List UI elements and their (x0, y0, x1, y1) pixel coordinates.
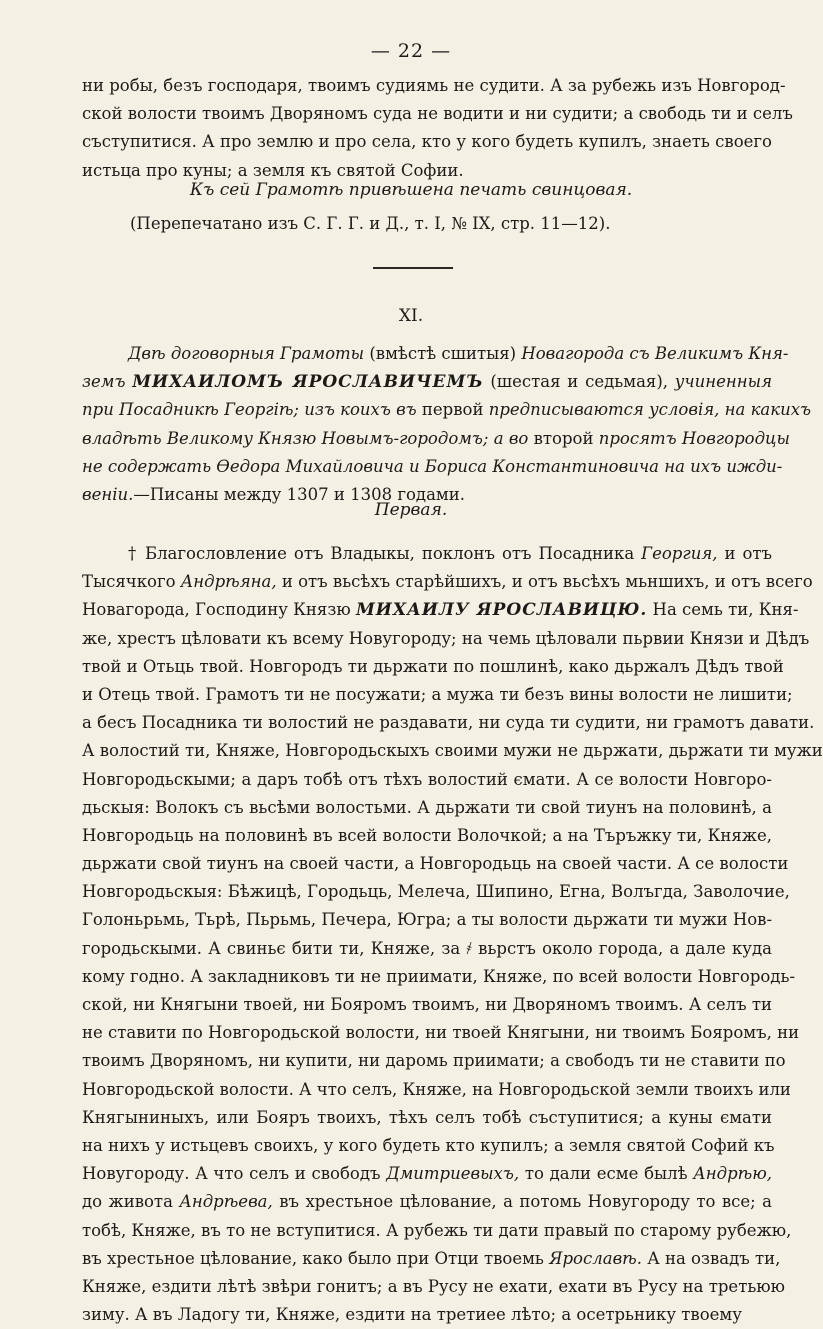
text-run: городьскыми. А свиньє бити ти, Княже, за ҂ вьрстъ около города, а дале куда (82, 938, 772, 958)
text-run: ской, ни Княгыни твоей, ни Бояромъ твоимъ, ни Дворяномъ твоимъ. А селъ ти (82, 995, 772, 1014)
text-line (82, 1245, 781, 1273)
text-line: ской волости твоимъ Дворяномъ суда не водити и ни судити; а свободь ти и селъ (82, 104, 793, 124)
paragraph-continuation (82, 72, 793, 185)
italic-run: не содержать Ѳедора Михайловича и Бориса Константиновича на ихъ ижди- (82, 456, 783, 476)
text-run: же, хрестъ цѣловати къ всему Новугороду; на чемь цѣловали пьрвии Князи и Дѣдъ (82, 628, 810, 648)
italic-run: при Посадникѣ Георгiѣ; изъ коихъ въ (82, 400, 422, 420)
text-run: † Благословление отъ Владыкы, поклонъ отъ Посадника (128, 544, 642, 563)
seal-note: Къ сей Грамотѣ привѣшена печать свинцовая. (189, 180, 633, 200)
text-run: дьржати свой тиунъ на своей части, а Новгородьць на своей части. А се волости (82, 854, 789, 874)
text-line (82, 625, 810, 653)
text-run: въ хрестьное цѣлование, а потомь Новугороду то все; а (272, 1192, 772, 1212)
text-run: тобѣ, Княже, въ то не вступитися. А рубежь ти дати правый по старому рубежю, (82, 1220, 792, 1240)
text-run: и отъ вьсѣхъ старѣйшихъ, и отъ вьсѣхъ мьншихъ, и отъ всего (276, 572, 813, 592)
italic-run: Андрѣева, (179, 1192, 273, 1212)
text-run: до живота (82, 1192, 180, 1212)
text-run: твоимъ Дворяномъ, ни купити, ни даромь приимати; а свободъ ти не ставити по (82, 1051, 786, 1071)
text-run: Княгыниныхъ, или Бояръ твоихъ, тѣхъ селъ тобѣ съступитися; а куны ємати (82, 1107, 772, 1127)
text-line (82, 878, 790, 906)
text-run: (шестая и седьмая), (483, 372, 675, 392)
text-line (82, 963, 796, 991)
text-run: На семь ти, Кня- (647, 600, 799, 620)
text-run: первой (421, 400, 489, 420)
text-run: на нихъ у истьцевъ своихъ, у кого будеть кто купилъ; а земля святой Софий къ (82, 1135, 775, 1155)
italic-run: Андрѣяна, (180, 572, 277, 592)
italic-run: венiи. (82, 484, 134, 504)
text-run: А на озвадъ ти, (641, 1248, 781, 1268)
text-run: дьскыя: Волокъ съ вьсѣми волостьми. А дьржати ти свой тиунъ на половинѣ, а (82, 797, 772, 817)
text-line (82, 425, 790, 453)
text-run: Новагорода, Господину Князю (82, 600, 356, 620)
text-line: истьца про куны; а земля къ святой Софии. (82, 160, 464, 180)
text-run: Новгородьць на половинѣ въ всей волости Волочкой; а на Търъжку ти, Княже, (82, 825, 772, 845)
reprint-note: (Перепечатано изъ С. Г. Г. и Д., т. I, № IX, стр. 11—12). (130, 214, 611, 233)
text-line (82, 991, 772, 1019)
text-run: то дали есме былѣ (519, 1164, 694, 1184)
italic-run: Новагорода съ Великимъ Кня- (521, 344, 789, 363)
page-number: — 22 — (370, 40, 452, 62)
text-run: Голоньрьмь, Тьрѣ, Пьрьмь, Печера, Югра; а ты волости дьржати ти мужи Нов- (82, 910, 773, 930)
text-run: А волостий ти, Княже, Новгородьскыхъ своими мужи не дьржати, дьржати ти мужи (82, 741, 823, 761)
text-line: ни робы, безъ господаря, твоимъ судиямь не судити. А за рубежь изъ Новгород- (82, 76, 786, 95)
text-run: Новгородьскыми; а даръ тобѣ отъ тѣхъ волостий ємати. А се волости Новгоро- (82, 769, 772, 789)
caps-run: МИХАИЛОМЪ ЯРОСЛАВИЧЕМЪ (132, 372, 484, 393)
italic-run: Андрѣю, (693, 1164, 772, 1184)
text-line (82, 653, 784, 681)
text-line (82, 540, 772, 568)
text-line (82, 1047, 786, 1075)
text-line: съступитися. А про землю и про села, кто у кого будеть купилъ, знаеть своего (82, 132, 772, 152)
text-run: (вмѣстѣ сшитыя) (364, 344, 522, 363)
italic-run: просятъ Новгородцы (598, 428, 790, 448)
text-run: Новгородьской волости. А что селъ, Княже, на Новгородьской земли твоихъ или (82, 1079, 791, 1099)
text-line (82, 396, 812, 424)
italic-run: учиненныя (674, 372, 772, 392)
subheading: Первая. (374, 500, 448, 520)
text-line (82, 906, 772, 934)
section-number: XI. (398, 306, 424, 326)
text-line (82, 935, 772, 963)
text-run: а бесъ Посадника ти волостий не раздавати, ни суда ти судити, ни грамотъ давати. (82, 713, 815, 733)
text-run: не ставити по Новгородьской волости, ни твоей Княгыни, ни твоимъ Бояромъ, ни (82, 1023, 800, 1043)
text-line (82, 709, 815, 737)
text-line (82, 1217, 792, 1245)
text-run: твой и Отьць твой. Новгородъ ти дьржати по пошлинѣ, како дьржалъ Дѣдъ твой (82, 656, 784, 676)
text-run: и Отець твой. Грамотъ ти не посужати; а мужа ти безъ вины волости не лишити; (82, 684, 793, 704)
text-line (82, 737, 823, 765)
italic-run: земъ (82, 372, 133, 392)
italic-run: Дмитриевыхъ, (386, 1164, 520, 1184)
text-line (82, 1188, 772, 1216)
text-run: —Писаны между 1307 и 1308 годами. (133, 484, 465, 504)
text-line (82, 850, 789, 878)
text-run: и отъ (717, 544, 773, 563)
italic-run: предписываются условiя, на какихъ (488, 400, 812, 420)
italic-run: владѣть Великому Князю Новымъ-городомъ; а во (82, 428, 534, 448)
text-line (82, 1076, 791, 1104)
text-line (82, 1019, 800, 1047)
text-line (82, 1273, 786, 1301)
text-run: Новгородьскыя: Бѣжицѣ, Городьць, Мелеча, Шипино, Егна, Волъгда, Заволочие, (82, 882, 790, 902)
italic-run: Двѣ договорныя Грамоты (128, 344, 365, 363)
text-line (82, 1301, 772, 1329)
italic-run: Ярославѣ. (549, 1248, 642, 1268)
text-line (82, 568, 813, 596)
italic-run: Георгия, (641, 544, 718, 563)
text-run: Тысячкого (82, 572, 181, 592)
text-run: кому годно. А закладниковъ ти не приимати, Княже, по всей волости Новгородь- (82, 966, 796, 986)
text-line (82, 453, 783, 481)
text-line (82, 596, 799, 624)
text-line (82, 766, 772, 794)
text-line (82, 1160, 772, 1188)
text-line (82, 1132, 775, 1160)
text-run: второй (533, 428, 599, 448)
document-body (82, 540, 823, 1329)
text-run: въ хрестьное цѣлование, како было при Отци твоемь (82, 1248, 550, 1268)
caps-run: МИХАИЛУ ЯРОСЛАВИЦЮ. (355, 600, 648, 621)
section-divider (373, 267, 453, 269)
section-heading (82, 340, 812, 509)
text-line (82, 822, 772, 850)
text-line (82, 340, 789, 368)
text-line (82, 368, 772, 396)
text-run: зиму. А въ Ладогу ти, Княже, ездити на третиее лѣто; а осетрьнику твоему (82, 1305, 742, 1325)
text-run: Новугороду. А что селъ и свободъ (82, 1164, 387, 1184)
text-line (82, 681, 793, 709)
text-line (82, 1104, 772, 1132)
text-run: Княже, ездити лѣтѣ звѣри гонитъ; а въ Русу не ехати, ехати въ Русу на третьюю (82, 1276, 786, 1296)
text-line (82, 794, 772, 822)
